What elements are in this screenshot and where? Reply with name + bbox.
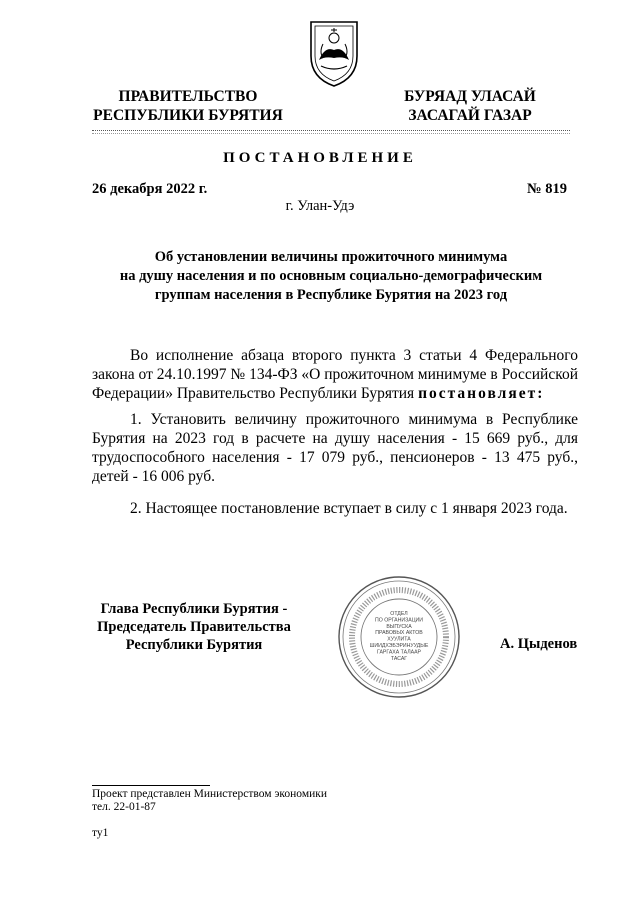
position-line: Республики Бурятия	[125, 637, 263, 653]
preamble-text: Во исполнение абзаца второго пункта 3 статьи 4 Федерального закона от 24.10.1997 № 134-ФЗ «О прожиточном минимуме в Российской Федерации» Правительство Республики Бурятия	[92, 347, 578, 402]
preamble-paragraph	[92, 346, 578, 403]
document-title	[92, 248, 570, 305]
title-line: Об установлении величины прожиточного минимума	[154, 249, 508, 265]
prepared-by-note: Проект представлен Министерством экономики	[92, 788, 328, 800]
seal-text-line: ВЫПУСКА	[386, 623, 412, 630]
seal-text-line: ШИИДХЭБЭРИНУУДЫЕ	[369, 643, 429, 649]
org-name-russian	[88, 87, 288, 125]
document-city: г. Улан-Удэ	[285, 198, 355, 214]
org-bua-line2: ЗАСАГАЙ ГАЗАР	[408, 107, 532, 124]
seal-text-line: ТАСАГ	[390, 655, 408, 662]
seal-text-line: ПРАВОВЫХ АКТОВ	[375, 630, 423, 637]
coat-of-arms-icon	[307, 16, 361, 88]
document-number: № 819	[527, 181, 567, 197]
seal-text-line: ХУУЛИТА	[387, 636, 411, 643]
title-line: на душу населения и по основным социально-демографическим	[119, 268, 543, 284]
document-type: ПОСТАНОВЛЕНИЕ	[223, 150, 417, 166]
position-line: Глава Республики Бурятия -	[100, 601, 288, 617]
clause-1: 1. Установить величину прожиточного минимума в Республике Бурятия на 2023 год в расчете на душу населения - 15 669 руб., для трудоспособного населения - 17 079 руб., пенсионеров - 13 475 руб., детей - 16 006 руб.	[92, 411, 578, 485]
signatory-position	[90, 600, 298, 654]
document-code: ту1	[92, 827, 109, 839]
seal-text-line: ГАРГАХА ТАЛААР	[376, 649, 422, 656]
position-line: Председатель Правительства	[97, 619, 291, 635]
official-seal	[337, 575, 461, 699]
clause-2: 2. Настоящее постановление вступает в силу с 1 января 2023 года.	[130, 500, 568, 517]
org-ru-line2: РЕСПУБЛИКИ БУРЯТИЯ	[93, 107, 283, 124]
document-date: 26 декабря 2022 г.	[92, 181, 208, 197]
seal-text-line: ПО ОРГАНИЗАЦИИ	[375, 617, 423, 624]
contact-phone: тел. 22-01-87	[92, 801, 156, 813]
signatory-name: А. Цыденов	[500, 636, 578, 652]
seal-text-line: ОТДЕЛ	[390, 611, 408, 617]
header-divider-secondary	[92, 133, 570, 134]
resolution-keyword: постановляет:	[418, 385, 545, 402]
header-divider	[92, 130, 570, 131]
org-ru-line1: ПРАВИТЕЛЬСТВО	[118, 88, 258, 105]
footnote-divider	[92, 785, 210, 786]
org-bua-line1: БУРЯАД УЛАСАЙ	[404, 88, 536, 105]
org-name-buryat	[390, 87, 550, 125]
title-line: группам населения в Республике Бурятия на 2023 год	[154, 287, 508, 303]
